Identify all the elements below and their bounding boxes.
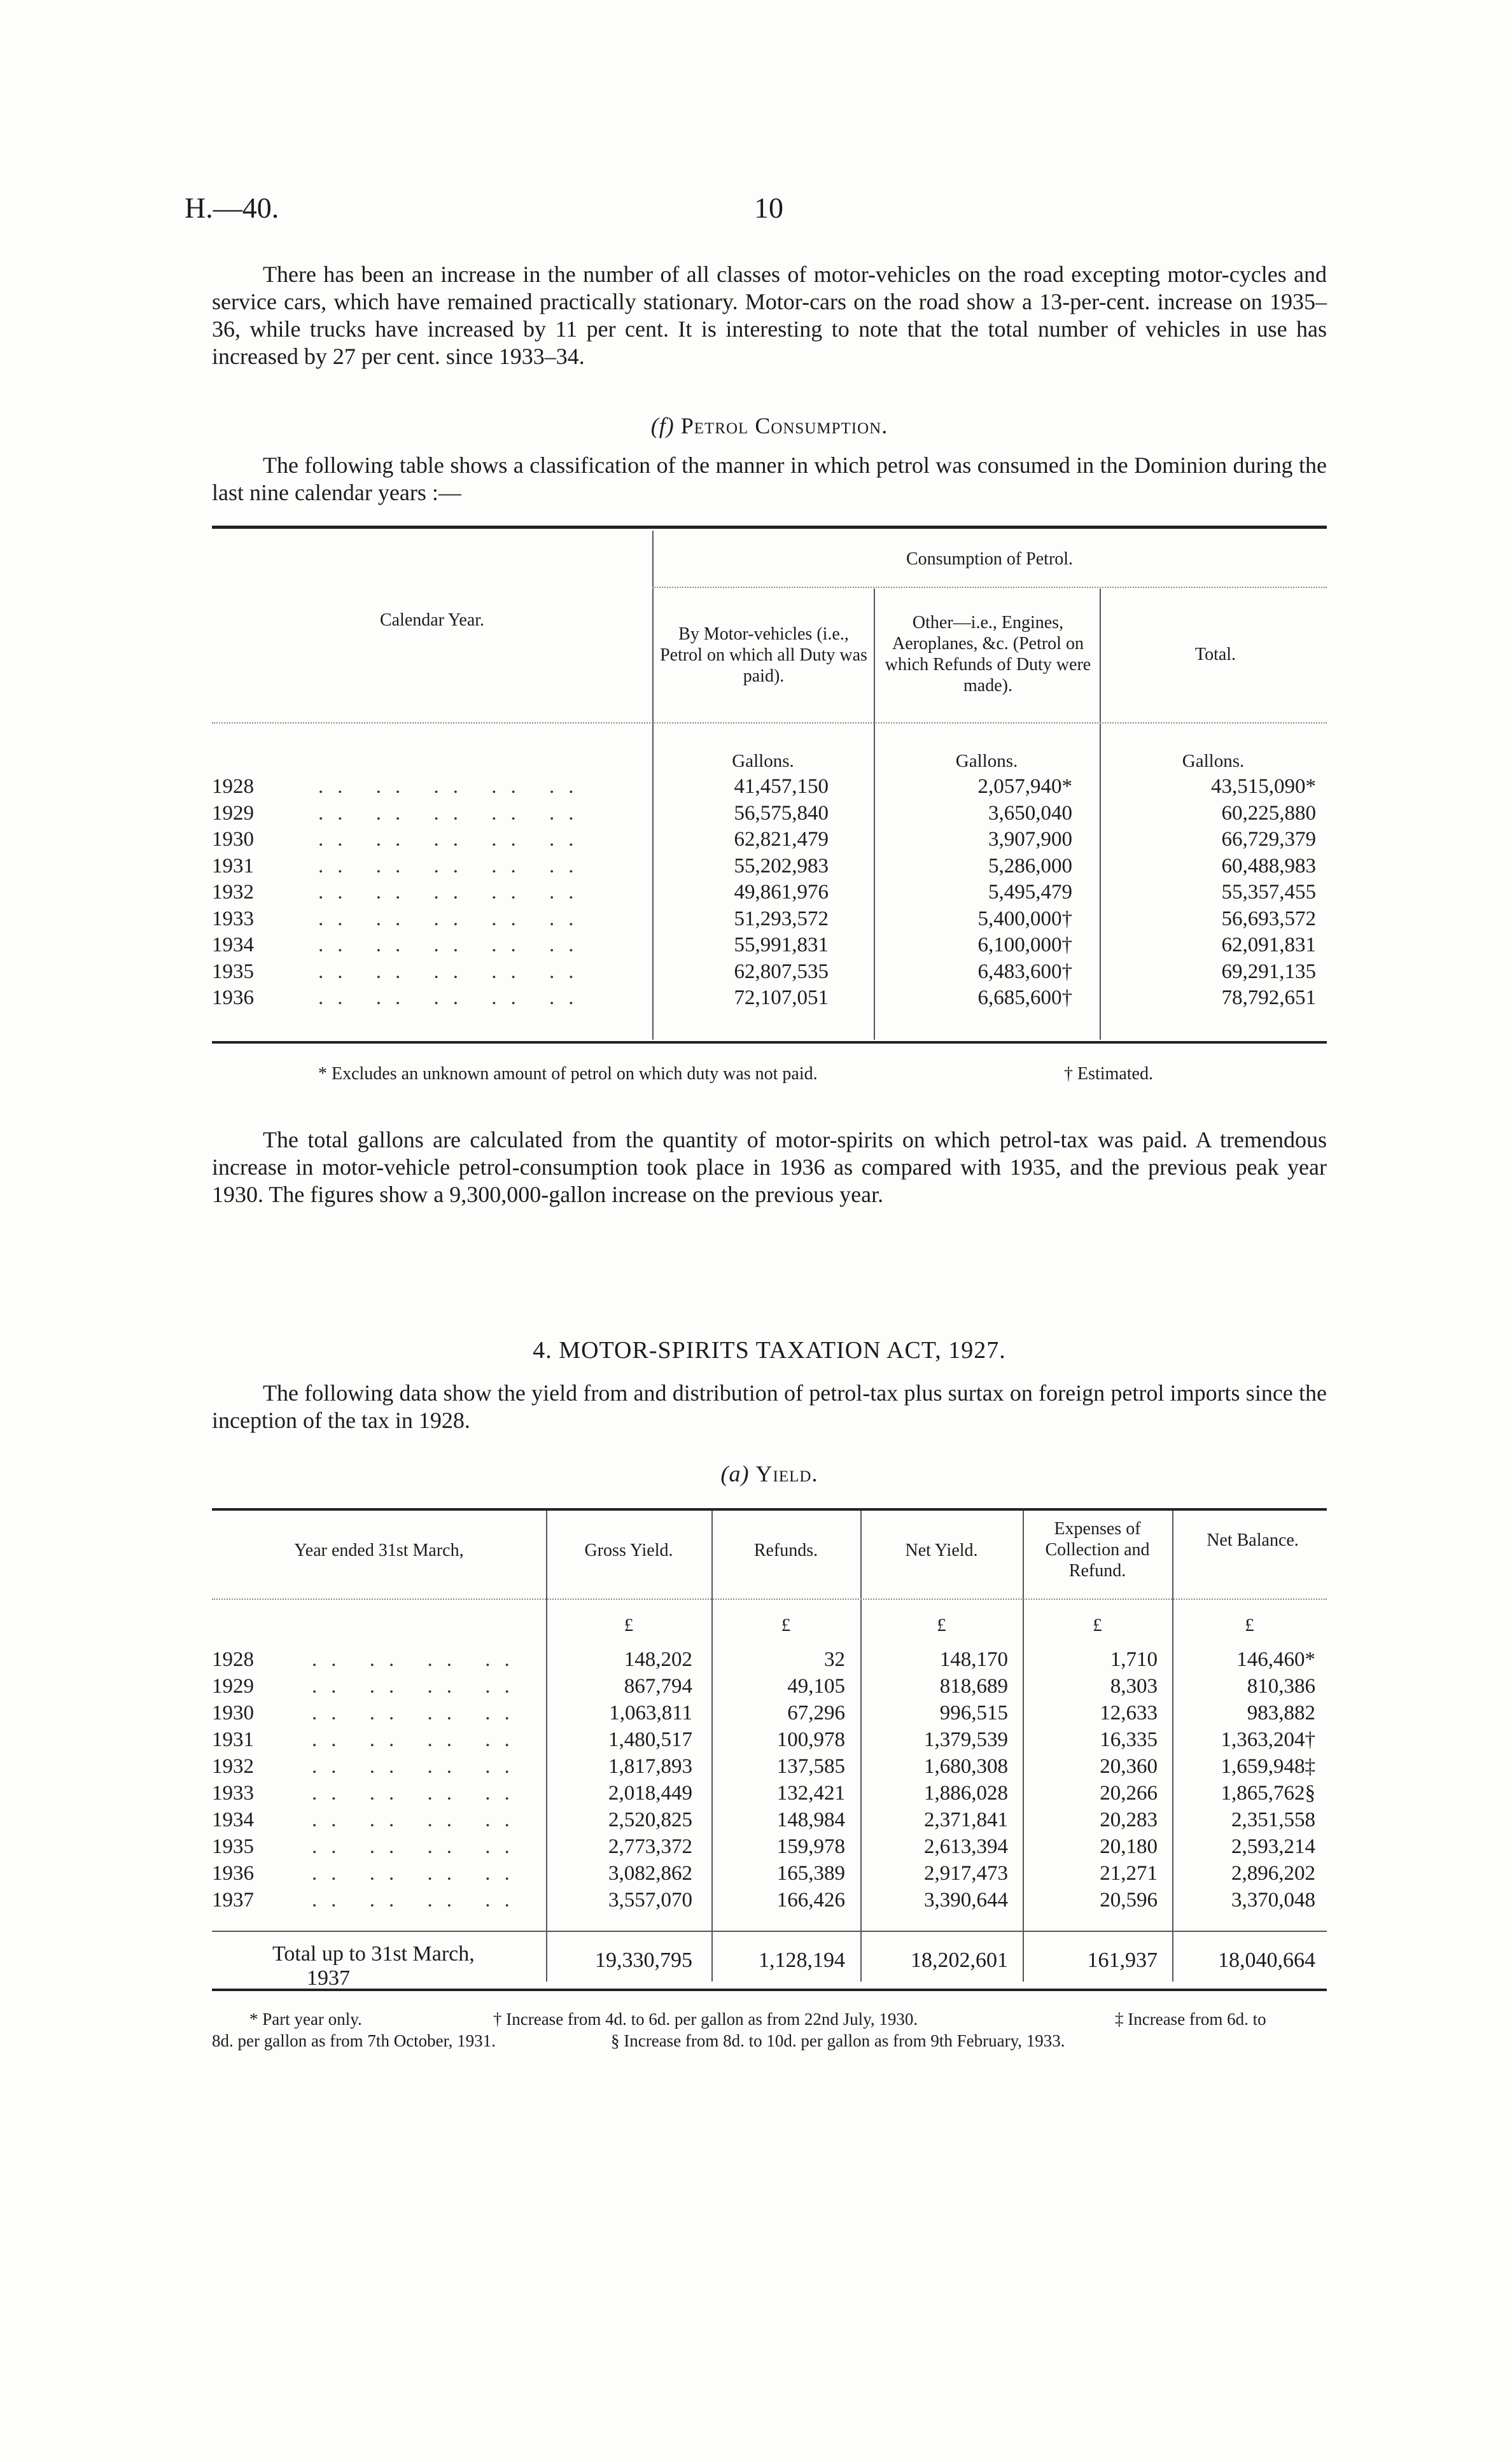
yield-row-net: 818,689 — [939, 1675, 1008, 1698]
yield-total-label: Total up to 31st March, — [272, 1942, 475, 1966]
yield-row-year: 1934 — [212, 1808, 254, 1831]
yield-row-net: 1,379,539 — [924, 1728, 1008, 1751]
petrol-row-other: 2,057,940* — [977, 775, 1072, 798]
yield-row-balance: 810,386 — [1247, 1675, 1315, 1698]
yield-row-year: 1931 — [212, 1728, 254, 1751]
yield-row-year: 1928 — [212, 1648, 254, 1671]
yield-row-year: 1936 — [212, 1862, 254, 1885]
yield-footnote-double-dagger: ‡ Increase from 6d. to — [1115, 2010, 1266, 2029]
yield-row-refunds: 165,389 — [776, 1862, 845, 1885]
yield-row-expenses: 20,360 — [1100, 1755, 1158, 1778]
petrol-row-total: 66,729,379 — [1221, 828, 1316, 851]
yield-section-title — [212, 1460, 1327, 1487]
petrol-row-year: 1930 — [212, 828, 254, 851]
yield-section-heading: Yield. — [755, 1461, 818, 1486]
yield-row-balance: 146,460* — [1236, 1648, 1315, 1671]
petrol-row-motor: 55,991,831 — [734, 934, 829, 956]
yield-unit-gross: £ — [624, 1615, 634, 1635]
yield-total-balance: 18,040,664 — [1218, 1948, 1315, 1972]
petrol-col-year: Calendar Year. — [379, 610, 485, 630]
yield-header-rule — [212, 1598, 1327, 1600]
yield-row-net: 1,680,308 — [924, 1755, 1008, 1778]
yield-row-balance: 1,659,948‡ — [1221, 1755, 1315, 1778]
leader-dots: .. .. .. .. .. — [318, 855, 588, 878]
petrol-col-total: Total. — [1194, 645, 1236, 664]
yield-row-balance: 2,593,214 — [1231, 1835, 1315, 1858]
petrol-row-motor: 51,293,572 — [734, 907, 829, 930]
yield-total-gross: 19,330,795 — [595, 1948, 692, 1972]
tax-section-heading: 4. MOTOR-SPIRITS TAXATION ACT, 1927. — [533, 1337, 1006, 1364]
yield-row-net: 2,917,473 — [924, 1862, 1008, 1885]
petrol-row-other: 6,100,000† — [977, 934, 1072, 956]
leader-dots: .. .. .. .. .. — [318, 802, 588, 825]
yield-row-year: 1937 — [212, 1889, 254, 1912]
petrol-row-other: 5,495,479 — [988, 881, 1072, 904]
leader-dots: .. .. .. .. — [312, 1675, 524, 1698]
petrol-row-total: 62,091,831 — [1221, 934, 1316, 956]
yield-row-expenses: 21,271 — [1100, 1862, 1158, 1885]
yield-col-gross: Gross Yield. — [584, 1541, 673, 1560]
yield-footnote-section: § Increase from 8d. to 10d. per gallon as from 9th February, 1933. — [611, 2031, 1065, 2050]
leader-dots: .. .. .. .. — [312, 1862, 524, 1885]
petrol-row-motor: 55,202,983 — [734, 855, 829, 878]
petrol-table-bottom-rule — [212, 1041, 1327, 1044]
leader-dots: .. .. .. .. .. — [318, 828, 588, 851]
petrol-row-motor: 49,861,976 — [734, 881, 829, 904]
leader-dots: .. .. .. .. — [312, 1702, 524, 1724]
leader-dots: .. .. .. .. — [312, 1808, 524, 1831]
yield-section-label: (a) — [720, 1461, 750, 1486]
petrol-section-title — [212, 412, 1327, 439]
leader-dots: .. .. .. .. — [312, 1889, 524, 1912]
yield-col-balance: Net Balance. — [1207, 1530, 1299, 1550]
document-reference: H.—40. — [185, 192, 279, 224]
yield-row-gross: 2,018,449 — [608, 1782, 692, 1805]
leader-dots: .. .. .. .. .. — [318, 907, 588, 930]
yield-col-year: Year ended 31st March, — [294, 1541, 464, 1560]
yield-row-expenses: 1,710 — [1110, 1648, 1158, 1671]
yield-total-label-year: 1937 — [307, 1966, 350, 1990]
yield-footnote-dagger: † Increase from 4d. to 6d. per gallon as from 22nd July, 1930. — [493, 2010, 918, 2029]
leader-dots: .. .. .. .. — [312, 1755, 524, 1778]
petrol-section-heading: Petrol Consumption. — [680, 413, 888, 438]
petrol-unit-motor: Gallons. — [732, 751, 794, 771]
intro-paragraph: There has been an increase in the number of all classes of motor-vehicles on the road excepting motor-cycles and service cars, which have remained practically stationary. Motor-cars on the road show a 13-per-cent. increase on 1935–36, while trucks have increased by 11 per cent. It is interesting to note that the total number of vehicles in use has increased by 27 per cent. since 1933–34. — [212, 262, 1327, 369]
petrol-row-year: 1928 — [212, 775, 254, 798]
petrol-row-motor: 72,107,051 — [734, 986, 829, 1009]
leader-dots: .. .. .. .. — [312, 1835, 524, 1858]
yield-row-net: 2,371,841 — [924, 1808, 1008, 1831]
petrol-row-total: 60,488,983 — [1221, 855, 1316, 878]
leader-dots: .. .. .. .. — [312, 1728, 524, 1751]
yield-row-year: 1933 — [212, 1782, 254, 1805]
yield-total-expenses: 161,937 — [1087, 1948, 1158, 1972]
yield-row-expenses: 16,335 — [1100, 1728, 1158, 1751]
yield-row-balance: 3,370,048 — [1231, 1889, 1315, 1912]
yield-unit-refunds: £ — [781, 1615, 791, 1635]
yield-row-expenses: 20,283 — [1100, 1808, 1158, 1831]
yield-footnote-double-dagger-cont: 8d. per gallon as from 7th October, 1931. — [212, 2031, 496, 2050]
yield-row-year: 1930 — [212, 1702, 254, 1724]
yield-row-year: 1929 — [212, 1675, 254, 1698]
yield-unit-balance: £ — [1245, 1615, 1254, 1635]
petrol-row-total: 78,792,651 — [1221, 986, 1316, 1009]
petrol-row-year: 1929 — [212, 802, 254, 825]
leader-dots: .. .. .. .. .. — [318, 960, 588, 983]
yield-row-expenses: 8,303 — [1110, 1675, 1158, 1698]
leader-dots: .. .. .. .. .. — [318, 775, 588, 798]
petrol-row-motor: 56,575,840 — [734, 802, 829, 825]
yield-row-expenses: 20,596 — [1100, 1889, 1158, 1912]
leader-dots: .. .. .. .. .. — [318, 881, 588, 904]
petrol-row-other: 5,286,000 — [988, 855, 1072, 878]
petrol-row-total: 43,515,090* — [1211, 775, 1316, 798]
yield-row-expenses: 20,180 — [1100, 1835, 1158, 1858]
petrol-unit-total: Gallons. — [1182, 751, 1245, 771]
leader-dots: .. .. .. .. — [312, 1782, 524, 1805]
yield-row-refunds: 148,984 — [776, 1808, 845, 1831]
yield-row-refunds: 100,978 — [776, 1728, 845, 1751]
petrol-table-top-rule — [212, 526, 1327, 529]
yield-row-gross: 2,520,825 — [608, 1808, 692, 1831]
petrol-header-rule — [212, 722, 1327, 724]
yield-col-net: Net Yield. — [905, 1541, 978, 1560]
yield-row-net: 2,613,394 — [924, 1835, 1008, 1858]
petrol-row-motor: 62,807,535 — [734, 960, 829, 983]
yield-total-refunds: 1,128,194 — [759, 1948, 845, 1972]
yield-unit-expenses: £ — [1093, 1615, 1102, 1635]
yield-row-net: 1,886,028 — [924, 1782, 1008, 1805]
petrol-intro: The following table shows a classification of the manner in which petrol was consumed in the Dominion during the last nine calendar years :— — [212, 452, 1327, 505]
petrol-row-total: 69,291,135 — [1221, 960, 1316, 983]
petrol-row-year: 1931 — [212, 855, 254, 878]
yield-row-gross: 2,773,372 — [608, 1835, 692, 1858]
petrol-col-motor: By Motor-vehicles (i.e., Petrol on which all Duty was paid). — [660, 624, 867, 686]
yield-row-year: 1935 — [212, 1835, 254, 1858]
yield-row-gross: 1,480,517 — [608, 1728, 692, 1751]
tax-intro: The following data show the yield from and distribution of petrol-tax plus surtax on foreign petrol imports since the inception of the tax in 1928. — [212, 1380, 1327, 1433]
yield-row-balance: 2,896,202 — [1231, 1862, 1315, 1885]
petrol-row-year: 1935 — [212, 960, 254, 983]
petrol-row-year: 1932 — [212, 881, 254, 904]
yield-row-gross: 148,202 — [624, 1648, 692, 1671]
yield-row-net: 996,515 — [939, 1702, 1008, 1724]
petrol-row-other: 6,483,600† — [977, 960, 1072, 983]
leader-dots: .. .. .. .. .. — [318, 934, 588, 956]
yield-row-gross: 1,063,811 — [609, 1702, 692, 1724]
page-number: 10 — [754, 192, 783, 224]
yield-row-refunds: 166,426 — [776, 1889, 845, 1912]
petrol-row-year: 1933 — [212, 907, 254, 930]
petrol-row-other: 5,400,000† — [977, 907, 1072, 930]
petrol-row-other: 6,685,600† — [977, 986, 1072, 1009]
petrol-section-label: (f) — [650, 413, 675, 438]
petrol-row-other: 3,650,040 — [988, 802, 1072, 825]
yield-table-top-rule — [212, 1508, 1327, 1511]
yield-row-net: 148,170 — [939, 1648, 1008, 1671]
yield-table-bottom-rule — [212, 1989, 1327, 1991]
petrol-closing: The total gallons are calculated from the quantity of motor-spirits on which petrol-tax was paid. A tremendous increase in motor-vehicle petrol-consumption took place in 1936 as compared with 1935, and the previous peak year 1930. The figures show a 9,300,000-gallon increase on the previous year. — [212, 1127, 1327, 1207]
yield-row-balance: 1,865,762§ — [1221, 1782, 1315, 1805]
yield-total-rule — [212, 1931, 1327, 1932]
yield-row-gross: 1,817,893 — [608, 1755, 692, 1778]
yield-row-gross: 3,082,862 — [608, 1862, 692, 1885]
petrol-group-rule — [652, 587, 1327, 588]
leader-dots: .. .. .. .. — [312, 1648, 524, 1671]
petrol-row-other: 3,907,900 — [988, 828, 1072, 851]
petrol-row-total: 55,357,455 — [1221, 881, 1316, 904]
yield-row-gross: 867,794 — [624, 1675, 692, 1698]
yield-footnote-star: * Part year only. — [249, 2010, 362, 2029]
yield-row-refunds: 137,585 — [776, 1755, 845, 1778]
yield-row-balance: 2,351,558 — [1231, 1808, 1315, 1831]
petrol-footnote-dagger: † Estimated. — [1064, 1064, 1153, 1084]
petrol-row-total: 60,225,880 — [1221, 802, 1316, 825]
yield-row-expenses: 12,633 — [1100, 1702, 1158, 1724]
yield-row-gross: 3,557,070 — [608, 1889, 692, 1912]
yield-col-refunds: Refunds. — [753, 1541, 818, 1560]
petrol-footnote-star: * Excludes an unknown amount of petrol on which duty was not paid. — [318, 1064, 818, 1084]
yield-row-balance: 983,882 — [1247, 1702, 1315, 1724]
petrol-col-other: Other—i.e., Engines, Aeroplanes, &c. (Petrol on which Refunds of Duty were made). — [885, 613, 1091, 696]
yield-row-refunds: 132,421 — [776, 1782, 845, 1805]
petrol-row-total: 56,693,572 — [1221, 907, 1316, 930]
petrol-group-header: Consumption of Petrol. — [906, 549, 1074, 569]
petrol-row-motor: 62,821,479 — [734, 828, 829, 851]
yield-unit-net: £ — [937, 1615, 946, 1635]
yield-row-refunds: 159,978 — [776, 1835, 845, 1858]
petrol-unit-other: Gallons. — [955, 751, 1018, 771]
leader-dots: .. .. .. .. .. — [318, 986, 588, 1009]
yield-row-year: 1932 — [212, 1755, 254, 1778]
petrol-row-motor: 41,457,150 — [734, 775, 829, 798]
yield-row-refunds: 32 — [824, 1648, 845, 1671]
yield-total-net: 18,202,601 — [911, 1948, 1008, 1972]
petrol-row-year: 1936 — [212, 986, 254, 1009]
yield-col-expenses: Expenses of Collection and Refund. — [1045, 1519, 1150, 1581]
yield-row-balance: 1,363,204† — [1221, 1728, 1315, 1751]
yield-row-net: 3,390,644 — [924, 1889, 1008, 1912]
yield-row-expenses: 20,266 — [1100, 1782, 1158, 1805]
yield-row-refunds: 49,105 — [787, 1675, 845, 1698]
yield-row-refunds: 67,296 — [787, 1702, 845, 1724]
petrol-row-year: 1934 — [212, 934, 254, 956]
